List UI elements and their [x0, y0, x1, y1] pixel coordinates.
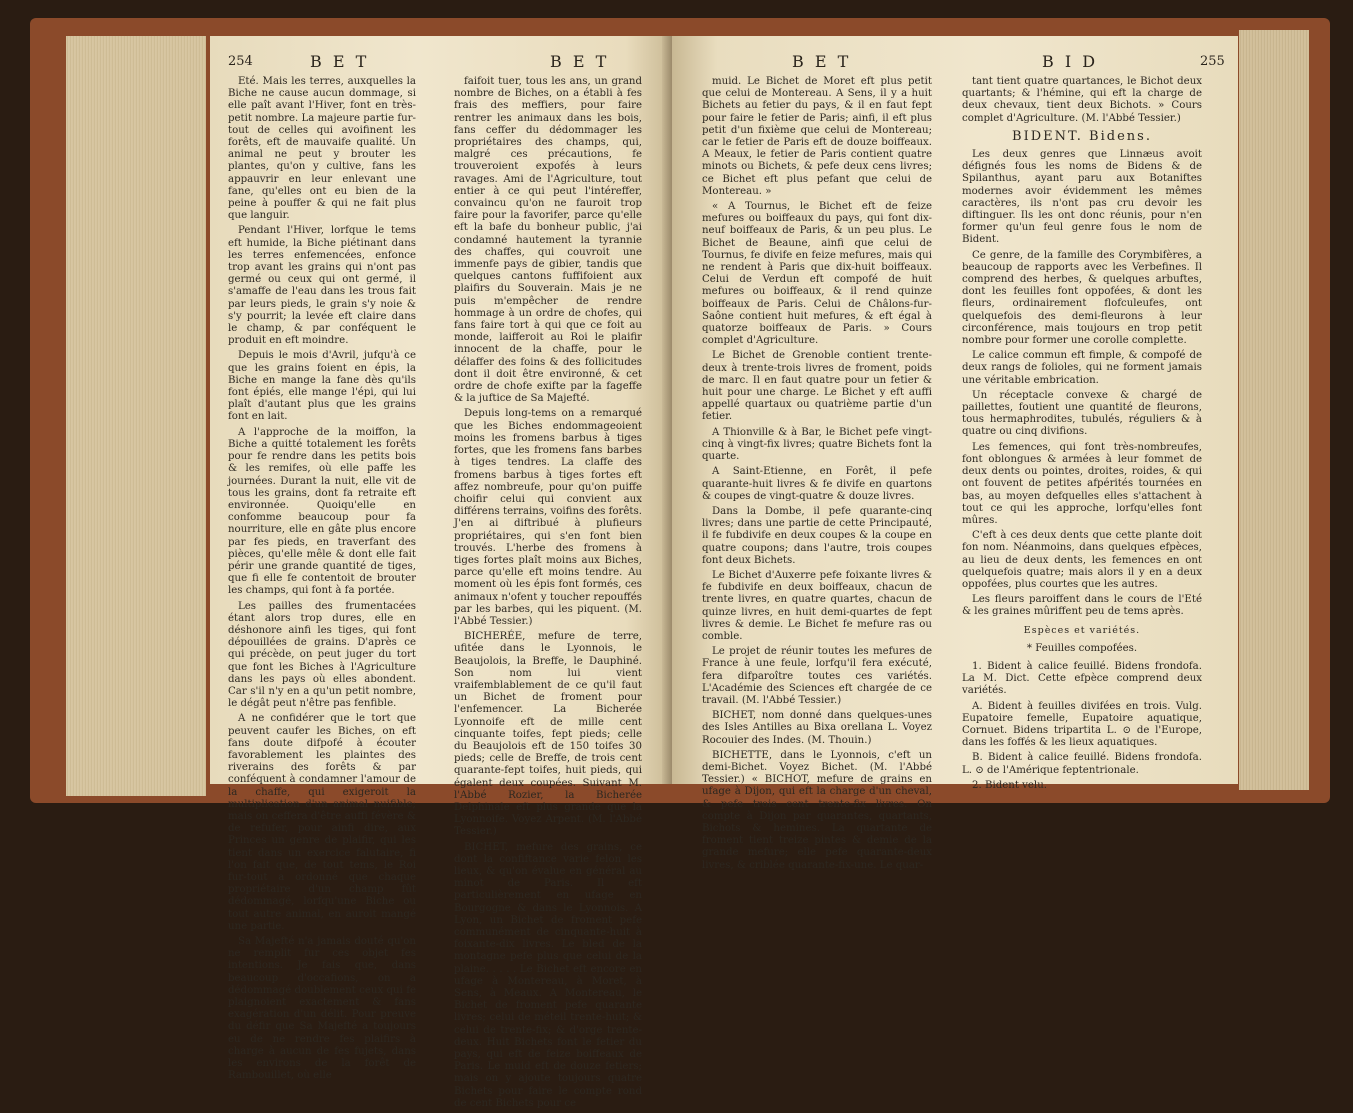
- paragraph: Ce genre, de la famille des Corymbifères, a beaucoup de rapports avec les Verbefines. Il comprend des herbes, & quelques arbuftes, dont les feuilles font oppofées, & dont les fleurs, ordinairement flofculeufes, ont quelquefois des demi-fleurons à leur circonférence, mais toujours en trop petit nombre pour former une corolle complette.: [962, 249, 1202, 347]
- paragraph: BICHET, nom donné dans quelques-unes des Isles Antilles au Bixa orellana L. Voyez Rocouier des Indes. (M. Thouin.): [702, 710, 932, 746]
- paragraph: C'eft à ces deux dents que cette plante doit fon nom. Néanmoins, dans quelques efpèces, au lieu de deux dents, les femences en ont quelquefois quatre; mais alors il y en a deux oppofées, plus courtes que les autres.: [962, 530, 1202, 590]
- paragraph: Les deux genres que Linnæus avoit défignés fous les noms de Bidens & de Spilanthus, ayant paru aux Botaniftes modernes avoir évidemment les mêmes caractères, ils n'ont pas cru devoir les diftinguer. Ils les ont donc réunis, pour n'en former qu'un feul genre fous le nom de Bident.: [962, 149, 1202, 246]
- paragraph: « A Tournus, le Bichet eft de feize mefures ou boiffeaux du pays, qui font dix-neuf boiffeaux de Paris, & un peu plus. Le Bichet de Beaune, ainfi que celui de Tournus, fe divife en feize mefures, mais qui ne rendent à Paris que dix-huit boiffeaux. Celui de Verdun eft compofé de huit mefures ou boiffeaux, & il rend quinze boiffeaux de Paris. Celui de Châlons-fur-Saône contient huit mefures, & eft égal à quatorze boiffeaux de Paris. » Cours complet d'Agriculture.: [702, 201, 932, 347]
- left-page: [210, 36, 672, 1109]
- paragraph: muid. Le Bichet de Moret eft plus petit que celui de Montereau. A Sens, il y a huit Bichets au fetier du pays, & il en faut fept pour faire le fetier de Paris; ainfi, il eft plus petit d'un fixième que celui de Montereau; car le fetier de Paris eft de douze boiffeaux. A Meaux, le fetier de Paris contient quatre minots ou Bichets, & pefe deux cens livres; ce Bichet eft plus pefant que celui de Montereau. »: [702, 76, 932, 197]
- paragraph: BICHET, mefure des grains, ce dont la confiftance varie felon les lieux, & qu'on évalue en général au minot de Paris. Il eft particulièrement en ufage en Bourgogne & dans le Lyonnois. A Lyon, un Bichet de froment pefe communément de cinquante-huit à foixante-dix livres. Le bled de la montagne pefe plus que celui de la plaine. . . . . Le Bichet eft encore en ufage à Montereau, à Moret, à Sens, à Meaux. A Montereau, le Bichet de froment pefe quarante livres; celui de méteil trente-huit; & celui de trente-fix; & d'orge trente-deux. Huit Bichets font le fetier du pays, qui eft de feize boiffeaux de Paris. Le muid eft de douze fetiers; mais on y ajoute toujours quatre Bichets pour faire le compte rond de cent Bichets pour ce: [454, 841, 642, 1109]
- paragraph: Eté. Mais les terres, auxquelles la Biche ne cause aucun dommage, si elle paît avant l'Hiver, font en très-petit nombre. La majeure partie fur-tout de celles qui avoifinent les forêts, eft de mauvaife qualité. Un animal ne peut y brouter les plantes, qu'on y cultive, fans les appauvrir en leur enlevant une fane, qu'elles ont eu bien de la peine à pouffer & qui ne fait plus que languir.: [228, 76, 416, 222]
- paragraph: Sa Majefté n'a jamais douté qu'on ne remplit fur ces objet fes intentions. Je fais que, dans beaucoup d'occafions, on a dédommagé doublement ceux qui fe plaignoient exactement & fans exagération d'un délit. Pour preuve du défir que Sa Majefté a toujours eu de ne rendre fes plaifirs à charge à aucun de fes fujets, dans les environs de la forêt de Rambouillet, où elle: [228, 936, 416, 1082]
- paragraph: B. Bident à calice feuillé. Bidens frondofa. L. ⊙ de l'Amérique feptentrionale.: [962, 752, 1202, 776]
- right-page: [672, 36, 1238, 871]
- paragraph: A l'approche de la moiffon, la Biche a quitté totalement les forêts pour fe rendre dans les petits bois & les remifes, où elle paffe les journées. Durant la nuit, elle vit de tous les grains, dont fa retraite eft environnée. Quoiqu'elle en confomme beaucoup pour fa nourriture, elle en gâte plus encore par fes pieds, en traverfant des pièces, qu'elle mêle & dont elle fait périr une grande quantité de tiges, que fi elle fe contentoit de brouter les champs, qui font à fa portée.: [228, 426, 416, 597]
- paragraph: BICHERÉE, mefure de terre, ufitée dans le Lyonnois, le Beaujolois, la Breffe, le Dauphiné. Son nom lui vient vraifemblablement de ce qu'il faut un Bichet de froment pour l'enfemencer. La Bicherée Lyonnoife eft de mille cent cinquante toifes, fept pieds; celle du Beaujolois eft de 150 toifes 30 pieds; celle de Breffe, de trois cent quarante-fept toifes, huit pieds, qui égalent deux coupées. Suivant M. l'Abbé Rozier, la Bicherée Delphinale eft plus grande que la Lyonnoife. Voyez Arpent. (M. l'Abbé Tessier.): [454, 631, 642, 838]
- section-heading: Espèces et variétés.: [1023, 624, 1141, 636]
- paragraph: A ne confidérer que le tort que peuvent caufer les Biches, on eft fans doute difpofé à écouter favorablement les plaintes des riverains des forêts & par conféquent à condamner l'amour de la chaffe, qui exigeroit la multiplication d'un animal nuifible; mais on ceffera d'être auffi févère & de refufer, pour ainfi dire, aux Princes un genre de plaifir, qui les tient dans un exercice falutaire, fi l'on fait que, de tout tems, le Roi fur-tout a ordonné que chaque propriétaire d'un champ fût dédommagé, lorfqu'une Biche ou tout autre animal, en auroit mangé une partie.: [228, 713, 416, 932]
- right-page-column-1: [702, 76, 932, 875]
- left-page-column-1: [228, 76, 416, 1085]
- paragraph: 1. Bident à calice feuillé. Bidens frondofa. La M. Dict. Cette efpèce comprend deux variétés.: [962, 660, 1202, 697]
- paragraph: Le calice commun eft fimple, & compofé de deux rangs de folioles, qui ne forment jamais une véritable embrication.: [962, 350, 1202, 386]
- right-page-edges: [1239, 30, 1309, 790]
- left-page-edges: [66, 36, 206, 796]
- right-running-head-2: B I D: [1042, 52, 1099, 71]
- subsection-heading: * Feuilles compofées.: [1026, 642, 1138, 654]
- entry-heading: BIDENT. Bidens.: [1012, 128, 1152, 144]
- paragraph: 2. Bident velu.: [972, 779, 1047, 791]
- paragraph: A Saint-Etienne, en Forêt, il pefe quarante-huit livres & fe divife en quartons & coupes de vingt-quatre & douze livres.: [702, 466, 932, 502]
- paragraph: Depuis long-tems on a remarqué que les Biches endommageoient moins les fromens barbus à tiges fortes, que les fromens fans barbes à tiges tendres. La claffe des fromens barbus à tiges fortes eft affez nombreufe, pour qu'on puiffe choifir celui qui convient aux différens terrains, voifins des forêts. J'en ai diftribué à plufieurs propriétaires, qui s'en font bien trouvés. L'herbe des fromens à tiges fortes plaît moins aux Biches, parce qu'elle eft moins tendre. Au moment où les épis font formés, ces animaux n'ofent y toucher repouffés par les barbes, qui les piquent. (M. l'Abbé Tessier.): [454, 408, 642, 627]
- paragraph: Le projet de réunir toutes les mefures de France à une feule, lorfqu'il fera exécuté, fera difparoître toutes ces variétés. L'Académie des Sciences eft chargée de ce travail. (M. l'Abbé Tessier.): [702, 646, 932, 706]
- paragraph: Le Bichet d'Auxerre pefe foixante livres & fe fubdivife en deux boiffeaux, chacun de trente livres, en quatre quartes, chacun de quinze livres, en huit demi-quartes de fept livres & demie. Le Bichet fe mefure ras ou comble.: [702, 569, 932, 642]
- paragraph: Les pailles des frumentacées étant alors trop dures, elle en déshonore ainfi les tiges, qui font dépouillées de grains. D'après ce qui précède, on peut juger du tort que font les Biches à l'Agriculture dans les pays où elles abondent. Car s'il n'y en a qu'un petit nombre, le dégât peut n'être pas fenfible.: [228, 600, 416, 710]
- paragraph: Un réceptacle convexe & chargé de paillettes, foutient une quantité de fleurons, tous hermaphrodites, tubulés, réguliers & à quatre ou cinq divifions.: [962, 389, 1202, 438]
- paragraph: A. Bident à feuilles divifées en trois. Vulg. Eupatoire femelle, Eupatoire aquatique, Cornuet. Bidens tripartita L. ⊙ de l'Europe, dans les foffés & les lieux aquatiques.: [962, 700, 1202, 749]
- right-page-column-2: [962, 76, 1202, 795]
- paragraph: faifoit tuer, tous les ans, un grand nombre de Biches, on a établi à fes frais des meffiers, pour faire rentrer les animaux dans les bois, fans ceffer du dédommager les propriétaires des champs, qui, malgré ces précautions, fe trouveroient expofés à leurs ravages. Ami de l'Agriculture, tout entier à ce qui peut l'intéreffer, convaincu qu'on ne fauroit trop faire pour la favorifer, parce qu'elle eft la bafe du bonheur public, j'ai condamné hautement la tyrannie des chaffes, qui couvroit une immenfe pays de gibier, tandis que quelques cantons fuffifoient aux plaifirs du Souverain. Mais je ne puis m'empêcher de rendre hommage à un ordre de chofes, qui fans faire tort à qui que ce foit au monde, laifferoit au Roi le plaifir innocent de la chaffe, pour le délaffer des foins & des follicitudes dont il doit être environné, & cet ordre de chofe exifte par la fageffe & la juftice de Sa Majefté.: [454, 76, 642, 405]
- paragraph: Le Bichet de Grenoble contient trente-deux à trente-trois livres de froment, poids de marc. Il en faut quatre pour un fetier & huit pour une charge. Le Bichet y eft auffi appellé quartaux ou quatrième partie d'un fetier.: [702, 350, 932, 423]
- right-running-head-1: B E T: [792, 52, 852, 71]
- paragraph: Les fleurs paroiffent dans le cours de l'Eté & les graines mûriffent peu de tems après.: [962, 594, 1202, 618]
- left-running-head-2: B E T: [550, 52, 610, 71]
- left-page-column-2: [454, 76, 642, 1113]
- paragraph: Depuis le mois d'Avril, jufqu'à ce que les grains foient en épis, la Biche en mange la fane dès qu'ils font épiés, elle mange l'épi, qui lui plaît d'autant plus que les grains font en lait.: [228, 350, 416, 423]
- paragraph: Les femences, qui font très-nombreufes, font oblongues & armées à leur fommet de deux dents ou pointes, droites, roides, & qui ont fouvent de petites afpérités tournées en bas, au moyen defquelles elles s'attachent à tout ce qui les approche, lorfqu'elles font mûres.: [962, 441, 1202, 526]
- paragraph: Pendant l'Hiver, lorfque le tems eft humide, la Biche piétinant dans les terres enfemencées, enfonce trop avant les grains qui n'ont pas germé ou ceux qui ont germé, il s'amaffe de l'eau dans les trous fait par leurs pieds, le grain s'y noie & s'y pourrit; la levée eft claire dans le champ, & par conféquent le produit en eft moindre.: [228, 225, 416, 347]
- left-page-number: 254: [228, 54, 253, 69]
- paragraph: Dans la Dombe, il pefe quarante-cinq livres; dans une partie de cette Principauté, il fe fubdivife en deux coupes & la coupe en quatre coupons; dans l'autre, trois coupes font deux Bichets.: [702, 505, 932, 566]
- paragraph: BICHETTE, dans le Lyonnois, c'eft un demi-Bichet. Voyez Bichet. (M. l'Abbé Tessier.) « BICHOT, mefure de grains en ufage à Dijon, qui eft la charge d'un cheval, & pefe trois cent trente-fix livres. On compte à Dijon par quarantes, quartants, Bichots & hemines. La quartante de froment tient treize pintes & demie de la grande mefure; elle pefe quarante-deux livres, & criblée quarante-fix-une. Le quar-: [702, 749, 932, 871]
- paragraph: tant tient quatre quartances, le Bichot deux quartants; & l'hémine, qui eft la charge de deux chevaux, tient deux Bichots. » Cours complet d'Agriculture. (M. l'Abbé Tessier.): [962, 76, 1202, 124]
- left-running-head-1: B E T: [310, 52, 370, 71]
- right-page-number: 255: [1200, 54, 1225, 69]
- paragraph: A Thionville & à Bar, le Bichet pefe vingt-cinq à vingt-fix livres; quatre Bichets font la quarte.: [702, 426, 932, 463]
